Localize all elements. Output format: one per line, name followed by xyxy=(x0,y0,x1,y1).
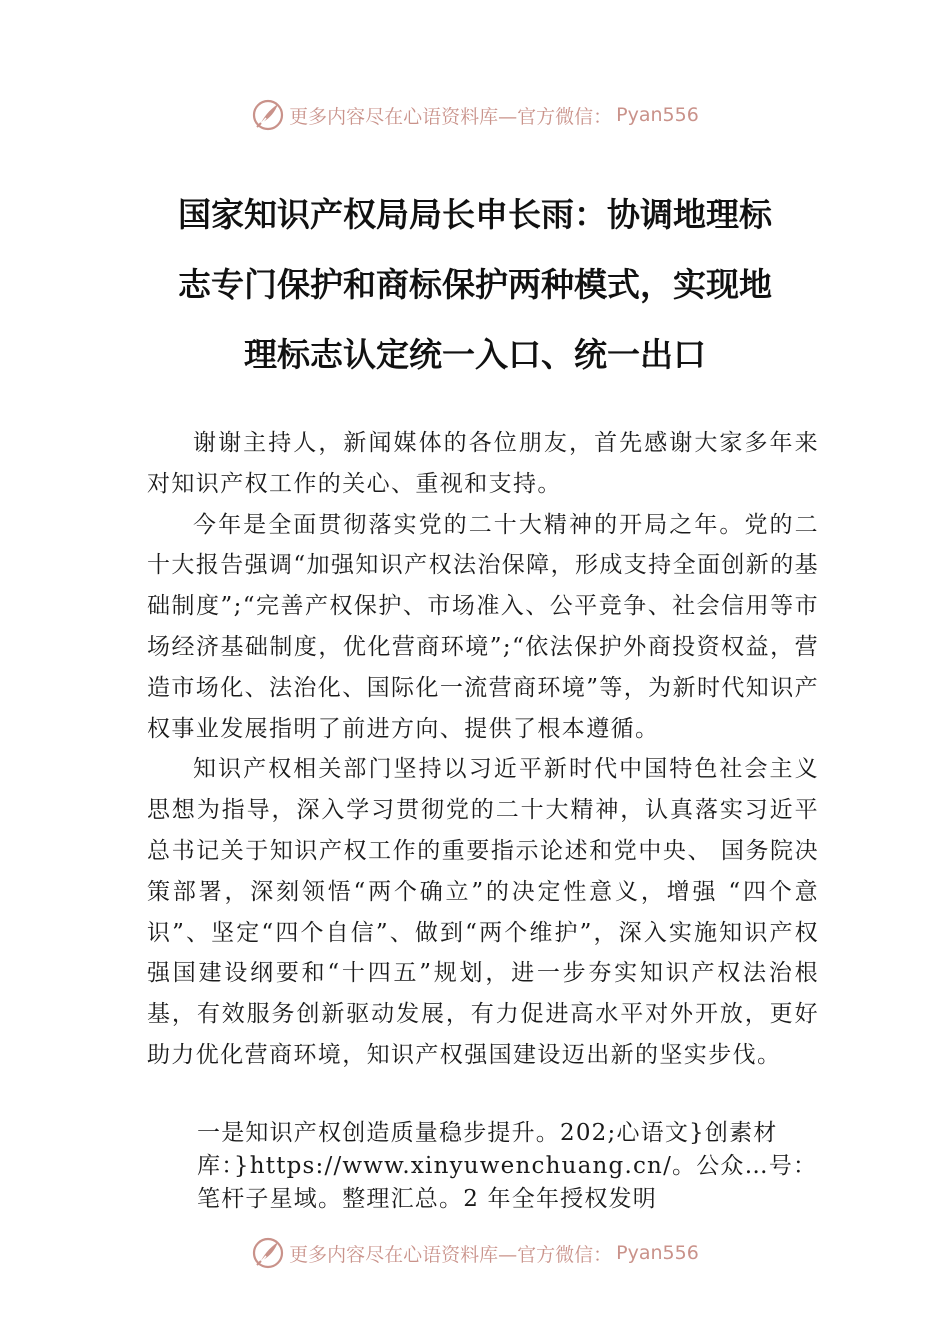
quill-pen-logo-icon xyxy=(251,1236,285,1270)
footer-banner xyxy=(0,1233,950,1273)
title-line: 国家知识产权局局长申长雨：协调地理标 xyxy=(178,195,772,234)
article-title xyxy=(150,180,800,390)
banner-wechat-id: Pyan556 xyxy=(616,1242,699,1264)
header-banner xyxy=(0,95,950,135)
banner-text: 更多内容尽在心语资料库—官方微信： xyxy=(289,105,613,128)
quill-pen-logo-icon xyxy=(251,98,285,132)
paragraph: 知识产权相关部门坚持以习近平新时代中国特色社会主义思想为指导，深入学习贯彻党的二十大精神，认真落实习近平总书记关于知识产权工作的重要指示论述和党中央、 国务院决策部署，深刻领悟“两个确立”的决定性意义，增强 “四个意识”、坚定“四个自信”、做到“两个维护”，深入实施知识产权强国建设纲要和“十四五”规划，进一步夯实知识产权法治根基，有效服务创新驱动发展，有力促进高水平对外开放，更好助力优化营商环境，知识产权强国建设迈出新的坚实步伐。 xyxy=(147,756,819,1068)
banner-wechat-id: Pyan556 xyxy=(616,104,699,126)
paragraph: 谢谢主持人，新闻媒体的各位朋友，首先感谢大家多年来对知识产权工作的关心、重视和支持。 xyxy=(147,430,819,497)
title-line: 理标志认定统一入口、统一出口 xyxy=(244,335,706,374)
article-body xyxy=(147,423,819,1076)
banner-text: 更多内容尽在心语资料库—官方微信： xyxy=(289,1243,613,1266)
title-line: 志专门保护和商标保护两种模式，实现地 xyxy=(178,265,772,304)
paragraph: 今年是全面贯彻落实党的二十大精神的开局之年。党的二十大报告强调“加强知识产权法治保障，形成支持全面创新的基础制度”;“完善产权保护、市场准入、公平竞争、社会信用等市场经济基础制度，优化营商环境”;“依法保护外商投资权益，营造市场化、法治化、国际化一流营商环境”等，为新时代知识产权事业发展指明了前进方向、提供了根本遵循。 xyxy=(147,511,819,742)
paragraph-partial: 一是知识产权创造质量稳步提升。202;心语文}创素材库：}https://www.xinyuwenchuang.cn/。公众…号：笔杆子星域。整理汇总。2 年全年授权发明 xyxy=(197,1120,818,1212)
